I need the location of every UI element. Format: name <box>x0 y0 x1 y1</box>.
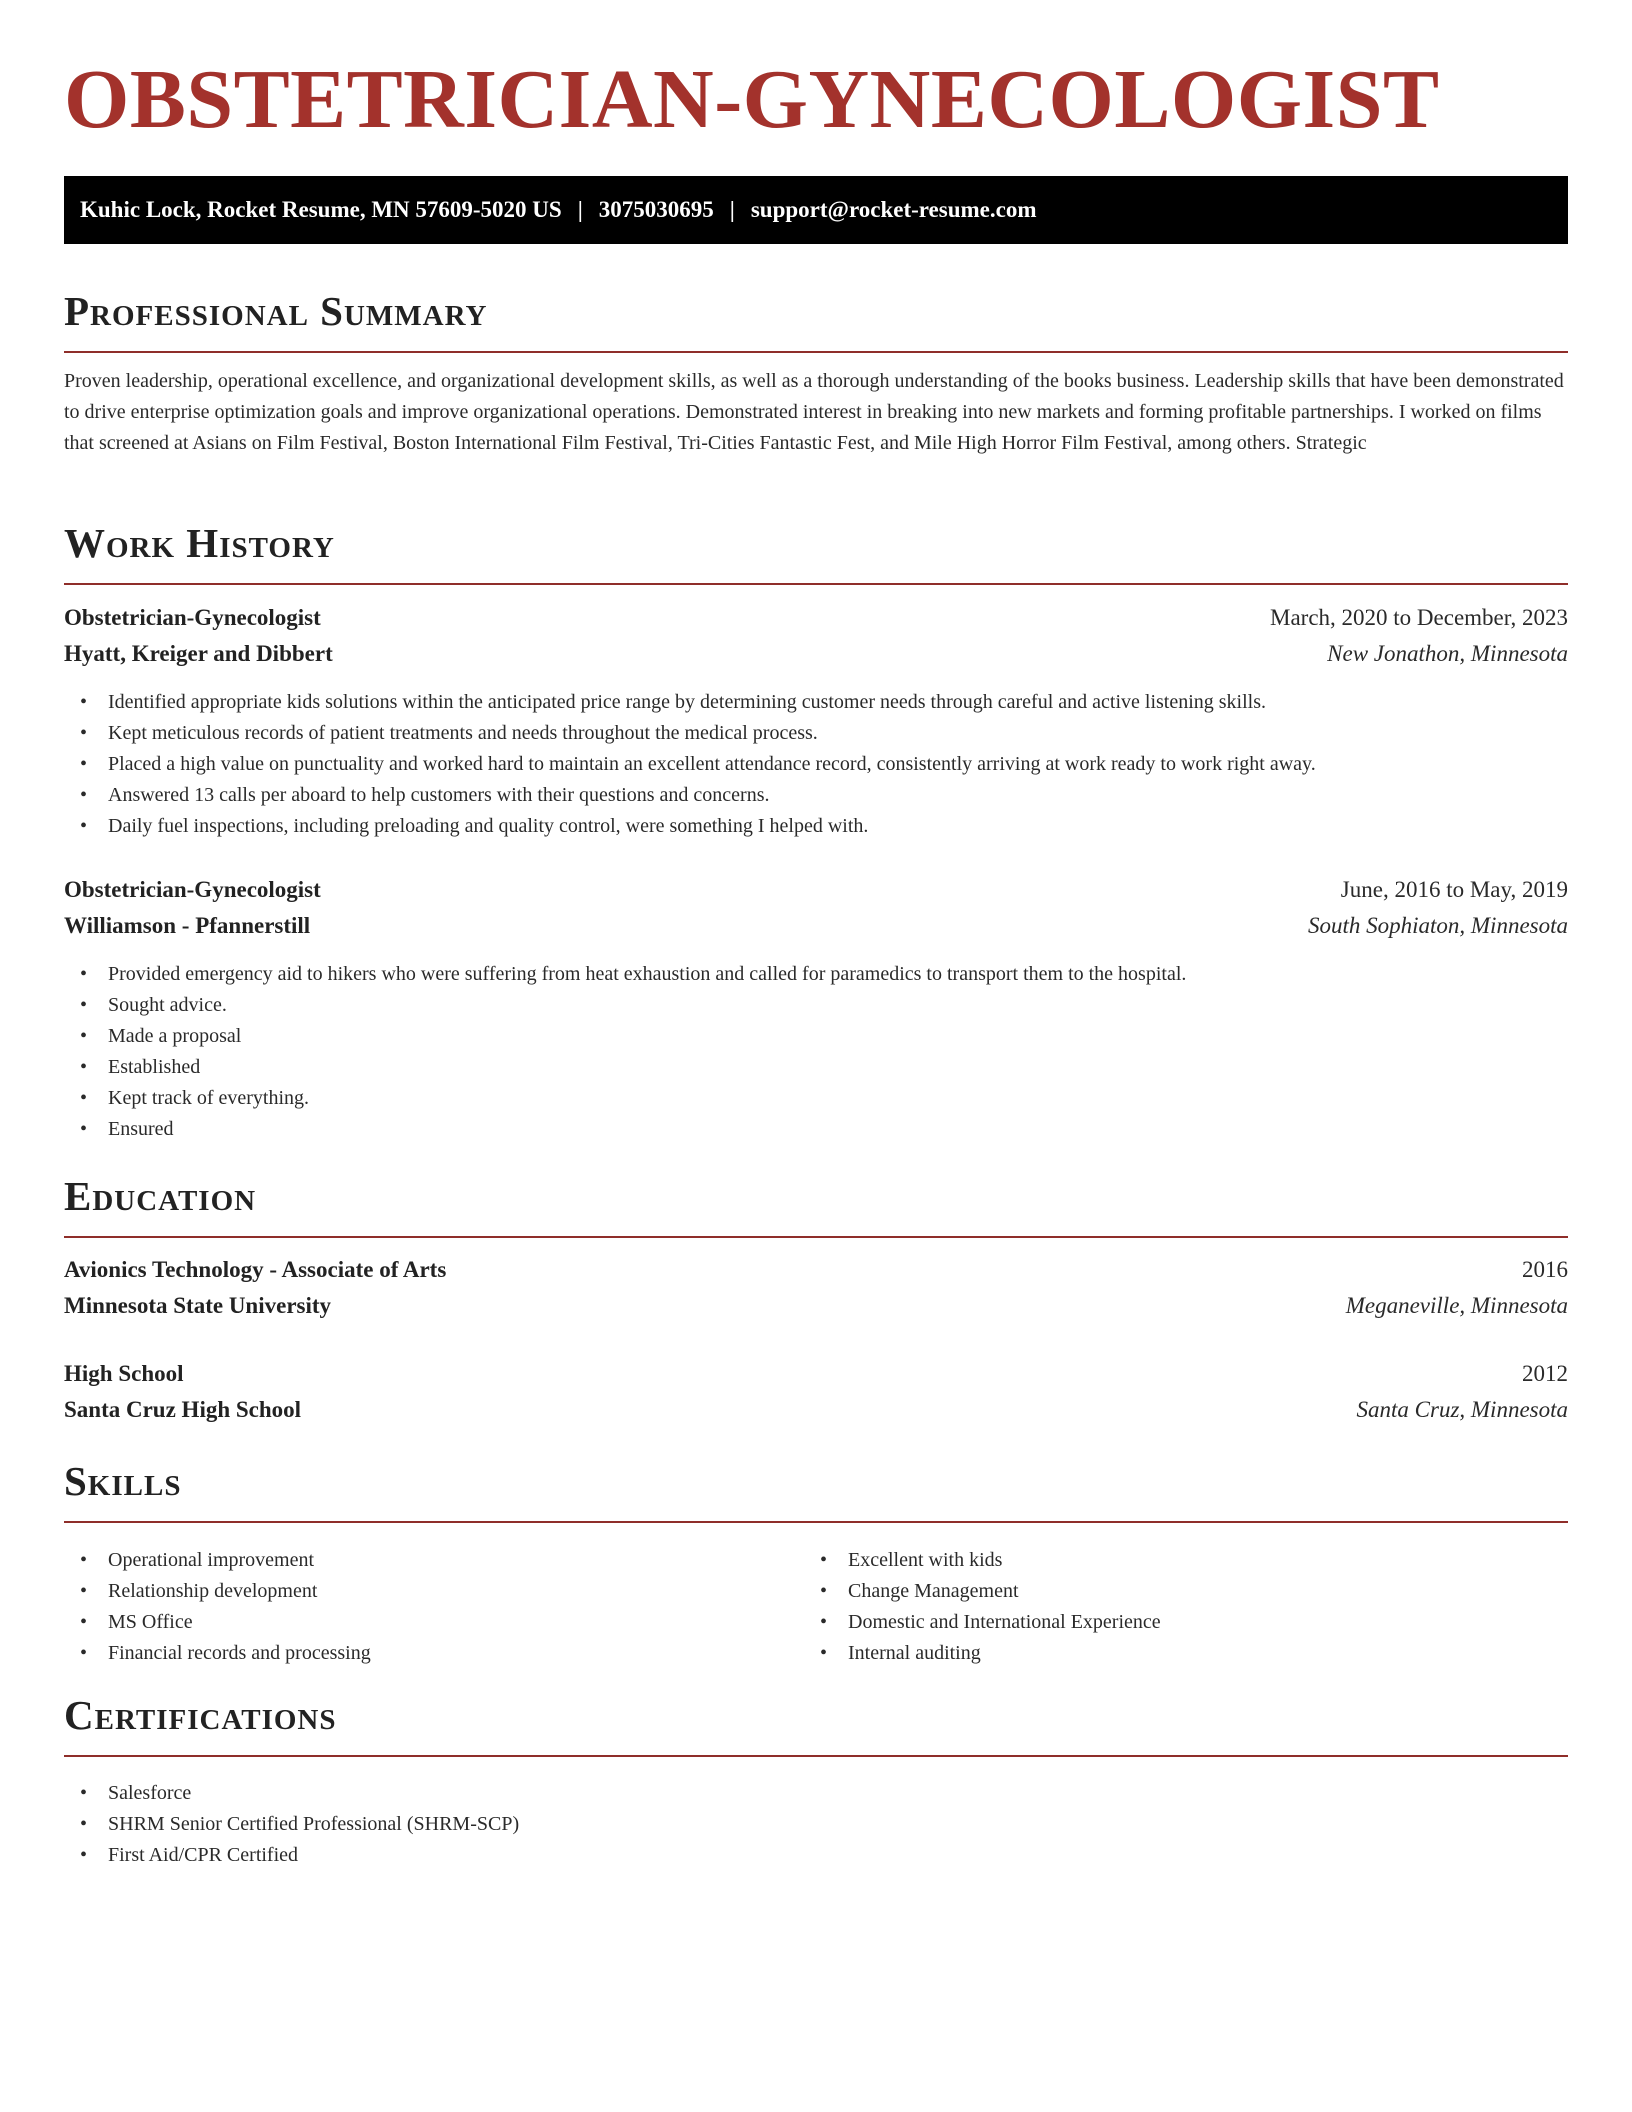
summary-heading <box>64 288 1568 334</box>
summary-text: Proven leadership, operational excellence, and organizational development skills, as well as a thorough understanding of the books business. Leadership skills that have been demonstrated to drive enterprise optimization goals and improve organizational operations. Demonstrated interest in breaking into new markets and forming profitable partnerships. I worked on films that screened at Asians on Film Festival, Boston International Film Festival, Tri-Cities Fantastic Fest, and Mile High Horror Film Festival, among others. Strategic <box>64 370 1564 454</box>
education-year: 2016 <box>1522 1257 1568 1282</box>
job-bullets <box>64 959 1186 1145</box>
education-degree: High School <box>64 1361 184 1386</box>
list-item: • Excellent with kids <box>804 1545 1161 1576</box>
job-location: South Sophiaton, Minnesota <box>1307 913 1568 938</box>
list-item: • Sought advice. <box>64 990 1186 1021</box>
contact-phone: 3075030695 <box>598 197 714 222</box>
job-dates: June, 2016 to May, 2019 <box>1340 877 1568 902</box>
certifications-list <box>64 1778 519 1871</box>
section-divider <box>64 1755 1568 1757</box>
list-item: • Change Management <box>804 1576 1161 1607</box>
skills-heading <box>64 1458 1568 1504</box>
education-school-row <box>64 1294 1568 1317</box>
section-divider <box>64 1521 1568 1523</box>
contact-separator: | <box>577 197 583 222</box>
contact-email: support@rocket-resume.com <box>750 197 1037 222</box>
section-title-education: Education <box>64 1173 257 1219</box>
list-item: • Financial records and processing <box>64 1638 371 1669</box>
skills-list-left <box>64 1545 371 1669</box>
section-title-skills: Skills <box>64 1458 182 1504</box>
section-title-summary: Professional Summary <box>64 288 488 334</box>
work-heading <box>64 520 1568 566</box>
job-company: Williamson - Pfannerstill <box>64 913 311 938</box>
education-header <box>64 1258 1568 1281</box>
list-item: • Salesforce <box>64 1778 519 1809</box>
section-divider <box>64 583 1568 585</box>
list-item: • Internal auditing <box>804 1638 1161 1669</box>
education-header <box>64 1362 1568 1385</box>
job-location: New Jonathon, Minnesota <box>1327 641 1568 666</box>
skills-list-right <box>804 1545 1161 1669</box>
job-header <box>64 606 1568 629</box>
education-heading <box>64 1173 1568 1219</box>
job-bullets <box>64 687 1316 842</box>
section-divider <box>64 1236 1568 1238</box>
resume-title: OBSTETRICIAN-GYNECOLOGIST <box>64 53 1440 146</box>
job-header <box>64 878 1568 901</box>
job-dates: March, 2020 to December, 2023 <box>1270 605 1568 630</box>
contact-address: Kuhic Lock, Rocket Resume, MN 57609-5020 US <box>80 197 562 222</box>
list-item: • MS Office <box>64 1607 371 1638</box>
list-item: • Answered 13 calls per aboard to help customers with their questions and concerns. <box>64 780 1316 811</box>
contact-bar <box>64 176 1568 244</box>
contact-separator: | <box>729 197 735 222</box>
education-school: Santa Cruz High School <box>64 1397 302 1422</box>
education-school-row <box>64 1398 1568 1421</box>
list-item: • Kept track of everything. <box>64 1083 1186 1114</box>
list-item: • Placed a high value on punctuality and worked hard to maintain an excellent attendance record, consistently arriving at work ready to work right away. <box>64 749 1316 780</box>
list-item: • Operational improvement <box>64 1545 371 1576</box>
job-title: Obstetrician-Gynecologist <box>64 605 321 630</box>
list-item: • Daily fuel inspections, including preloading and quality control, were something I helped with. <box>64 811 1316 842</box>
list-item: • Made a proposal <box>64 1021 1186 1052</box>
education-degree: Avionics Technology - Associate of Arts <box>64 1257 447 1282</box>
list-item: • Kept meticulous records of patient treatments and needs throughout the medical process. <box>64 718 1316 749</box>
list-item: • SHRM Senior Certified Professional (SHRM-SCP) <box>64 1809 519 1840</box>
education-year: 2012 <box>1522 1361 1568 1386</box>
list-item: • Identified appropriate kids solutions within the anticipated price range by determining customer needs through careful and active listening skills. <box>64 687 1316 718</box>
section-title-certifications: Certifications <box>64 1692 337 1738</box>
job-company: Hyatt, Kreiger and Dibbert <box>64 641 333 666</box>
section-title-work: Work History <box>64 520 335 566</box>
certifications-heading <box>64 1692 1568 1738</box>
list-item: • First Aid/CPR Certified <box>64 1840 519 1871</box>
job-company-row <box>64 914 1568 937</box>
list-item: • Domestic and International Experience <box>804 1607 1161 1638</box>
list-item: • Ensured <box>64 1114 1186 1145</box>
list-item: • Provided emergency aid to hikers who were suffering from heat exhaustion and called for paramedics to transport them to the hospital. <box>64 959 1186 990</box>
education-location: Meganeville, Minnesota <box>1345 1293 1568 1318</box>
section-divider <box>64 351 1568 353</box>
list-item: • Established <box>64 1052 1186 1083</box>
list-item: • Relationship development <box>64 1576 371 1607</box>
job-title: Obstetrician-Gynecologist <box>64 877 321 902</box>
education-school: Minnesota State University <box>64 1293 332 1318</box>
education-location: Santa Cruz, Minnesota <box>1356 1397 1568 1422</box>
job-company-row <box>64 642 1568 665</box>
